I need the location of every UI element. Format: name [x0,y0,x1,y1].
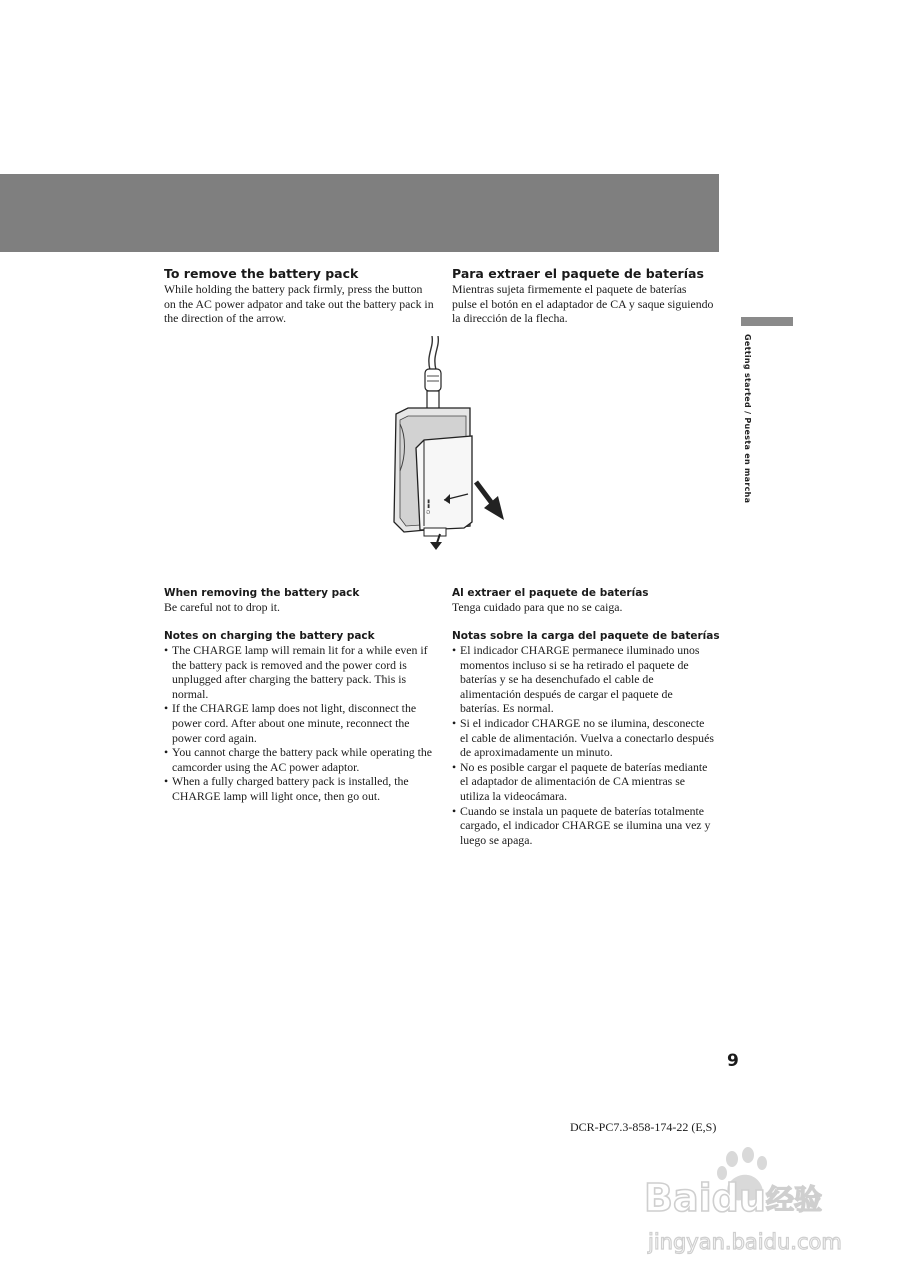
spanish-notes-title: Notas sobre la carga del paquete de baterías [452,630,720,642]
english-remove-title: To remove the battery pack [164,266,359,281]
section-tab-bar [741,317,793,326]
baidu-watermark [640,1145,850,1265]
spanish-notes-list [452,643,714,847]
english-remove-body: While holding the battery pack firmly, press the button on the AC power adpator and take out the battery pack in the direction of the arrow. [164,282,434,326]
english-remove-section [164,267,436,326]
battery-brand-logo: ⏻ ▬▬ [426,499,432,514]
battery-removal-illustration [380,336,520,550]
section-label: Getting started / Puesta en marcha [743,334,752,504]
spanish-notes-section [452,629,720,847]
list-item: • Cuando se instala un paquete de baterías totalmente cargado, el indicador CHARGE se ilumina una vez y luego se apaga. [452,804,714,848]
model-code: DCR-PC7.3-858-174-22 (E,S) [570,1120,717,1134]
svg-text:jingyan.baidu.com [647,1230,842,1254]
watermark-url: jingyan.baidu.com [648,1230,842,1254]
svg-text:Baidu [644,1176,766,1220]
list-item: • You cannot charge the battery pack while operating the camcorder using the AC power adaptor. [164,745,434,774]
svg-text:经验 [766,1183,822,1216]
list-item: • Si el indicador CHARGE no se ilumina, desconecte el cable de alimentación. Vuelva a conectarlo después de aproximadamente un minuto. [452,716,714,760]
spanish-removing-title: Al extraer el paquete de baterías [452,587,649,599]
header-band [0,174,719,252]
spanish-remove-title: Para extraer el paquete de baterías [452,266,704,281]
page-number: 9 [727,1051,739,1071]
spanish-removing-body: Tenga cuidado para que no se caiga. [452,600,623,614]
watermark-service: 经验 [766,1183,823,1216]
english-removing-title: When removing the battery pack [164,587,360,599]
spanish-remove-body: Mientras sujeta firmemente el paquete de baterías pulse el botón en el adaptador de CA y saque siguiendo la dirección de la flecha. [452,282,714,326]
english-notes-title: Notes on charging the battery pack [164,630,375,642]
list-item: • El indicador CHARGE permanece iluminado unos momentos incluso si se ha retirado el paquete de baterías y se ha desenchufado el cable de alimentación después de cargar el paquete de baterías. Es normal. [452,643,714,716]
svg-text:⏻ ▬▬ [426,499,432,514]
list-item: • If the CHARGE lamp does not light, disconnect the power cord. After about one minute, reconnect the power cord again. [164,701,434,745]
spanish-removing-section [452,586,724,615]
english-removing-section [164,586,436,615]
watermark-brand: Baidu [644,1176,766,1220]
english-notes-list [164,643,434,804]
list-item: • When a fully charged battery pack is installed, the CHARGE lamp will light once, then go out. [164,774,434,803]
list-item: • No es posible cargar el paquete de baterías mediante el adaptador de alimentación de CA mientras se utiliza la videocámara. [452,760,714,804]
list-item: • The CHARGE lamp will remain lit for a while even if the battery pack is removed and the power cord is unplugged after charging the battery pack. This is normal. [164,643,434,701]
spanish-remove-section [452,267,714,326]
english-notes-section [164,629,434,804]
english-removing-body: Be careful not to drop it. [164,600,280,614]
